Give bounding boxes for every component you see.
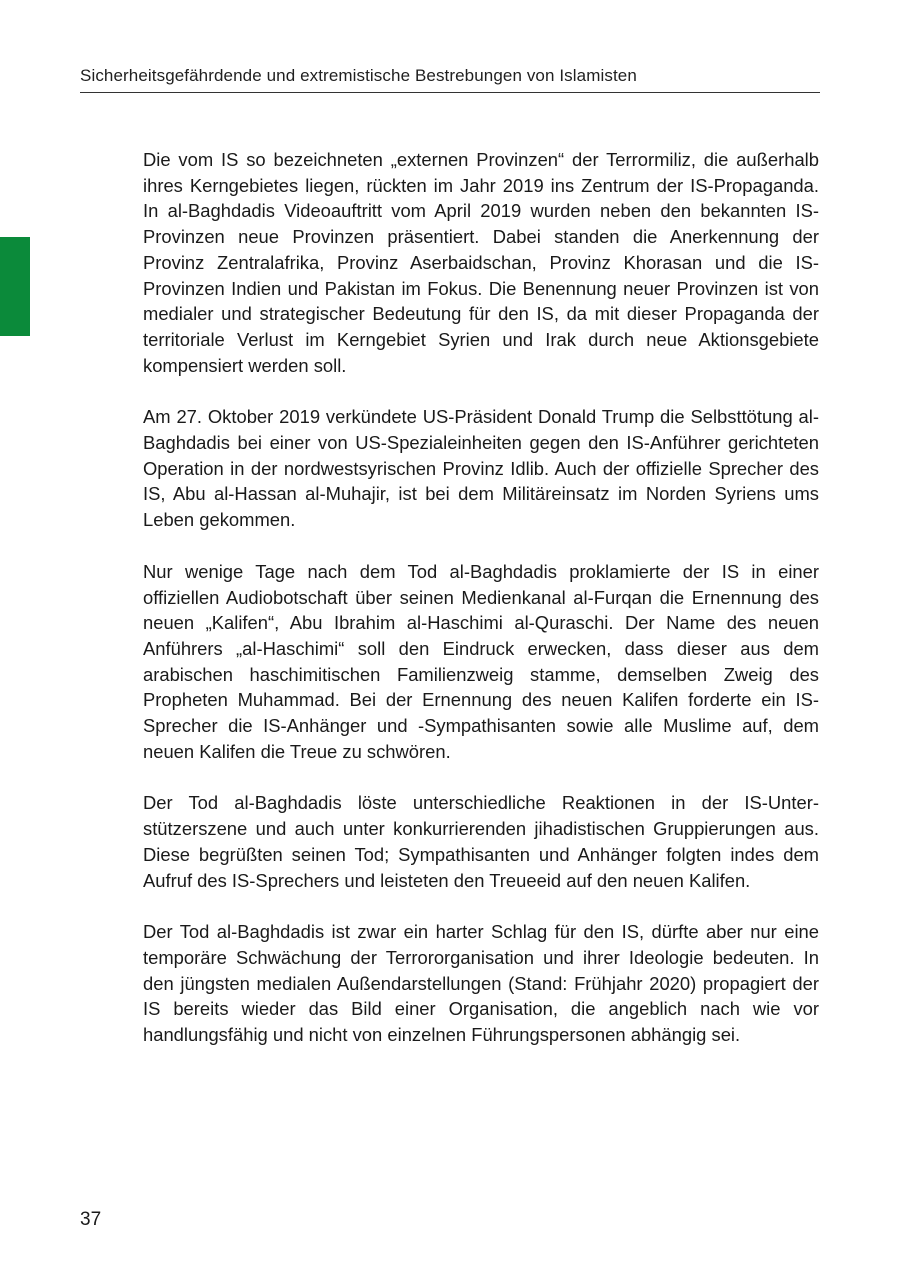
body-text — [143, 147, 819, 1048]
paragraph-reactions: Der Tod al-Baghdadis löste unterschiedliche Reaktionen in der IS-Unterstützerszene und auch unter konkurrierenden jihadistischen Gruppierungen aus. Diese begrüßten seinen Tod; Sympathisanten und Anhänger folgten indes dem Aufruf des IS-Sprechers und leisteten den Treueeid auf den neuen Kalifen. — [143, 792, 819, 891]
paragraph-baghdadi-death: Am 27. Oktober 2019 verkündete US-Präsident Donald Trump die Selbsttötung al-Baghdadis bei einer von US-Spezialeinheiten gegen den IS-Anführer gerichteten Operation in der nordwestsyrischen Provinz Idlib. Auch der offizielle Sprecher des IS, Abu al-Hassan al-Muhajir, ist bei dem Militäreinsatz im Norden Syriens ums Leben gekommen. — [143, 406, 819, 531]
paragraph-new-caliph: Nur wenige Tage nach dem Tod al-Baghdadis proklamierte der IS in einer offiziellen Audiobotschaft über seinen Medienkanal al-Furqan die Ernennung des neuen „Kalifen“, Abu Ibrahim al-Haschimi al-Quraschi. Der Name des neuen Anführers „al-Haschimi“ soll den Eindruck erwecken, dass dieser aus dem arabischen haschimitischen Familienzweig stamme, demselben Zweig des Propheten Muhammad. Bei der Ernennung des neuen Kalifen forderte ein IS-Sprecher die IS-Anhänger und -Sympathisanten sowie alle Muslime auf, dem neuen Kalifen die Treue zu schwören. — [143, 560, 819, 762]
running-header — [80, 66, 820, 93]
page-number: 37 — [80, 1209, 102, 1230]
paragraph-external-provinces: Die vom IS so bezeichneten „externen Provinzen“ der Terrormiliz, die außerhalb ihres Kerngebietes liegen, rückten im Jahr 2019 ins Zentrum der IS-Propaganda. In al-Baghdadis Videoauftritt vom April 2019 wurden neben den bekannten IS-Provinzen neue Provinzen präsentiert. Dabei standen die Anerkennung der Provinz Zentralafrika, Provinz Aserbaidschan, Provinz Khorasan und die IS-Provinzen Indien und Pakistan im Fokus. Die Benennung neuer Provinzen ist von medialer und strategischer Bedeutung für den IS, da mit dieser Propaganda der territoriale Verlust im Kerngebiet Syrien und Irak durch neue Aktionsgebiete kompensiert werden soll. — [143, 149, 819, 376]
running-header-title: Sicherheitsgefährdende und extremistische Bestrebungen von Islamisten — [80, 66, 637, 85]
paragraph-outlook: Der Tod al-Baghdadis ist zwar ein harter Schlag für den IS, dürfte aber nur eine temporäre Schwächung der Terrororganisation und ihrer Ideologie bedeuten. In den jüngsten medialen Außendarstellungen (Stand: Frühjahr 2020) propagiert der IS bereits wieder das Bild einer Organisation, die angeblich nach wie vor handlungsfähig und nicht von einzelnen Führungspersonen abhängig sei. — [143, 921, 819, 1046]
chapter-color-tab — [0, 237, 30, 336]
